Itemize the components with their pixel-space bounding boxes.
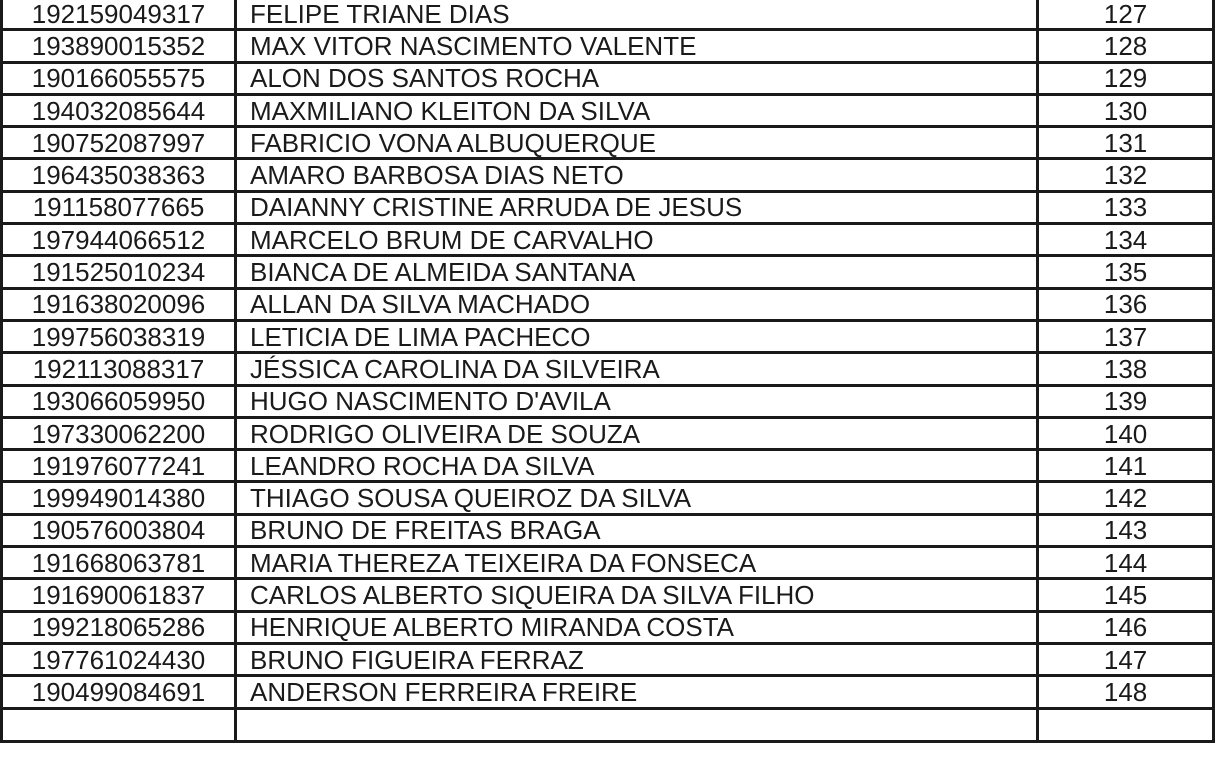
table-row <box>2 127 1214 159</box>
rank-position-cell: 136 <box>1038 288 1214 320</box>
registration-number-cell: 191976077241 <box>2 450 236 482</box>
table-row <box>2 30 1214 62</box>
registration-number-cell: 190166055575 <box>2 62 236 94</box>
candidate-name-cell: BRUNO FIGUEIRA FERRAZ <box>236 643 1038 675</box>
registration-number-cell: 199218065286 <box>2 611 236 643</box>
table-row <box>2 547 1214 579</box>
table-row <box>2 643 1214 675</box>
candidate-name-cell: BRUNO DE FREITAS BRAGA <box>236 514 1038 546</box>
candidate-name-cell: MAX VITOR NASCIMENTO VALENTE <box>236 30 1038 62</box>
results-table-body <box>2 0 1214 741</box>
registration-number-cell: 199756038319 <box>2 320 236 352</box>
rank-position-cell: 128 <box>1038 30 1214 62</box>
rank-position-cell: 146 <box>1038 611 1214 643</box>
rank-position-cell: 138 <box>1038 353 1214 385</box>
table-row <box>2 482 1214 514</box>
table-row <box>2 320 1214 352</box>
candidate-name-cell: LETICIA DE LIMA PACHECO <box>236 320 1038 352</box>
table-row <box>2 94 1214 126</box>
registration-number-cell: 191525010234 <box>2 256 236 288</box>
candidate-name-cell: ALON DOS SANTOS ROCHA <box>236 62 1038 94</box>
table-row <box>2 256 1214 288</box>
rank-position-cell: 142 <box>1038 482 1214 514</box>
candidate-name-cell: ANDERSON FERREIRA FREIRE <box>236 676 1038 708</box>
candidate-name-cell: ALLAN DA SILVA MACHADO <box>236 288 1038 320</box>
registration-number-cell: 190752087997 <box>2 127 236 159</box>
table-row <box>2 611 1214 643</box>
empty-cell <box>2 708 236 741</box>
candidate-name-cell: MARCELO BRUM DE CARVALHO <box>236 224 1038 256</box>
rank-position-cell: 129 <box>1038 62 1214 94</box>
candidate-name-cell: HENRIQUE ALBERTO MIRANDA COSTA <box>236 611 1038 643</box>
registration-number-cell: 196435038363 <box>2 159 236 191</box>
table-row <box>2 450 1214 482</box>
rank-position-cell: 133 <box>1038 191 1214 223</box>
empty-cell <box>236 708 1038 741</box>
candidate-name-cell: JÉSSICA CAROLINA DA SILVEIRA <box>236 353 1038 385</box>
registration-number-cell: 194032085644 <box>2 94 236 126</box>
candidate-name-cell: MAXMILIANO KLEITON DA SILVA <box>236 94 1038 126</box>
candidate-name-cell: BIANCA DE ALMEIDA SANTANA <box>236 256 1038 288</box>
rank-position-cell: 127 <box>1038 0 1214 30</box>
table-row <box>2 288 1214 320</box>
registration-number-cell: 191668063781 <box>2 547 236 579</box>
rank-position-cell: 145 <box>1038 579 1214 611</box>
rank-position-cell: 148 <box>1038 676 1214 708</box>
registration-number-cell: 197761024430 <box>2 643 236 675</box>
candidate-name-cell: THIAGO SOUSA QUEIROZ DA SILVA <box>236 482 1038 514</box>
rank-position-cell: 143 <box>1038 514 1214 546</box>
registration-number-cell: 190576003804 <box>2 514 236 546</box>
registration-number-cell: 191690061837 <box>2 579 236 611</box>
table-row <box>2 676 1214 708</box>
candidate-name-cell: FELIPE TRIANE DIAS <box>236 0 1038 30</box>
registration-number-cell: 192159049317 <box>2 0 236 30</box>
table-row-partial <box>2 708 1214 741</box>
registration-number-cell: 193890015352 <box>2 30 236 62</box>
rank-position-cell: 147 <box>1038 643 1214 675</box>
rank-position-cell: 141 <box>1038 450 1214 482</box>
table-row <box>2 514 1214 546</box>
registration-number-cell: 191638020096 <box>2 288 236 320</box>
registration-number-cell: 192113088317 <box>2 353 236 385</box>
rank-position-cell: 132 <box>1038 159 1214 191</box>
candidate-name-cell: FABRICIO VONA ALBUQUERQUE <box>236 127 1038 159</box>
registration-number-cell: 197330062200 <box>2 417 236 449</box>
rank-position-cell: 135 <box>1038 256 1214 288</box>
table-row <box>2 0 1214 30</box>
table-row <box>2 417 1214 449</box>
table-row <box>2 353 1214 385</box>
candidate-name-cell: MARIA THEREZA TEIXEIRA DA FONSECA <box>236 547 1038 579</box>
registration-number-cell: 191158077665 <box>2 191 236 223</box>
registration-number-cell: 199949014380 <box>2 482 236 514</box>
empty-cell <box>1038 708 1214 741</box>
rank-position-cell: 130 <box>1038 94 1214 126</box>
candidate-name-cell: HUGO NASCIMENTO D'AVILA <box>236 385 1038 417</box>
registration-number-cell: 197944066512 <box>2 224 236 256</box>
table-row <box>2 191 1214 223</box>
candidate-name-cell: LEANDRO ROCHA DA SILVA <box>236 450 1038 482</box>
table-row <box>2 579 1214 611</box>
rank-position-cell: 134 <box>1038 224 1214 256</box>
table-row <box>2 159 1214 191</box>
rank-position-cell: 137 <box>1038 320 1214 352</box>
registration-number-cell: 193066059950 <box>2 385 236 417</box>
registration-number-cell: 190499084691 <box>2 676 236 708</box>
rank-position-cell: 131 <box>1038 127 1214 159</box>
table-row <box>2 385 1214 417</box>
table-row <box>2 62 1214 94</box>
rank-position-cell: 144 <box>1038 547 1214 579</box>
rank-position-cell: 140 <box>1038 417 1214 449</box>
candidate-name-cell: RODRIGO OLIVEIRA DE SOUZA <box>236 417 1038 449</box>
candidate-name-cell: CARLOS ALBERTO SIQUEIRA DA SILVA FILHO <box>236 579 1038 611</box>
table-row <box>2 224 1214 256</box>
candidate-name-cell: AMARO BARBOSA DIAS NETO <box>236 159 1038 191</box>
candidate-name-cell: DAIANNY CRISTINE ARRUDA DE JESUS <box>236 191 1038 223</box>
rank-position-cell: 139 <box>1038 385 1214 417</box>
